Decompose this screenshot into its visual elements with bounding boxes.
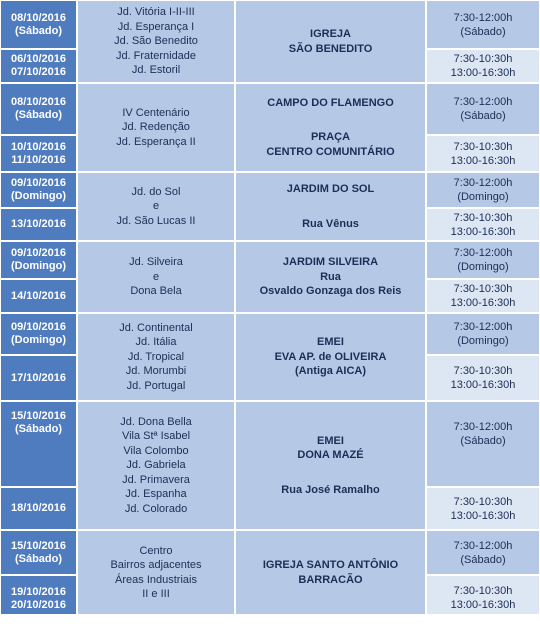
hours-text: 7:30-10:30h	[453, 140, 513, 153]
date-cell	[0, 241, 77, 279]
hours-text: 7:30-10:30h	[453, 211, 513, 224]
date-text: 07/10/2016	[10, 66, 67, 78]
hours-cell	[426, 279, 540, 313]
hours-cell	[426, 0, 540, 49]
weekday-text: (Sábado)	[14, 109, 63, 121]
weekday-text: (Sábado)	[460, 553, 506, 566]
hours-text: 7:30-12:00h	[453, 96, 513, 108]
neighborhoods-cell	[77, 172, 235, 241]
neighborhood-text: Vila Colombo	[123, 444, 189, 457]
neighborhood-text: Jd. Silveira	[129, 256, 183, 269]
hours-text: 7:30-12:00h	[453, 11, 513, 24]
neighborhood-text: Dona Bela	[130, 285, 182, 298]
hours-cell	[426, 208, 540, 241]
location-text: PRAÇA	[310, 131, 351, 144]
weekday-text: (Sábado)	[460, 25, 506, 38]
neighborhood-text: Jd. Espanha	[125, 488, 187, 501]
date-text: 08/10/2016	[10, 96, 67, 108]
hours-text: 7:30-12:00h	[453, 247, 513, 259]
location-cell	[235, 530, 426, 615]
weekday-text: (Sábado)	[14, 24, 63, 37]
neighborhood-text: Jd. Primavera	[122, 473, 190, 486]
date-cell	[0, 313, 77, 355]
hours-text: 7:30-12:00h	[453, 539, 513, 552]
date-cell	[0, 135, 77, 172]
location-text: EVA AP. de OLIVEIRA	[274, 350, 387, 363]
date-text: 09/10/2016	[10, 177, 67, 189]
date-cell	[0, 49, 77, 83]
location-text: JARDIM SILVEIRA	[282, 256, 379, 269]
location-text: BARRACÃO	[298, 573, 363, 586]
date-cell	[0, 0, 77, 49]
location-text: DONA MAZÉ	[297, 449, 364, 462]
location-cell	[235, 241, 426, 313]
date-cell	[0, 401, 77, 487]
hours-text: 13:00-16:30h	[450, 509, 516, 522]
neighborhoods-cell	[77, 401, 235, 530]
hours-cell	[426, 530, 540, 575]
location-text: SÃO BENEDITO	[288, 42, 373, 55]
date-text: 11/10/2016	[11, 153, 66, 166]
date-text: 08/10/2016	[10, 11, 67, 24]
neighborhood-text: Jd. Portugal	[126, 379, 186, 392]
hours-cell	[426, 83, 540, 135]
location-text: Rua José Ramalho	[281, 483, 380, 496]
date-text: 06/10/2016	[10, 53, 67, 65]
neighborhood-text: IV Centenário	[122, 106, 190, 119]
neighborhoods-cell	[77, 241, 235, 313]
neighborhood-text: Jd. Itália	[135, 336, 177, 349]
location-cell	[235, 83, 426, 172]
location-text: IGREJA	[310, 28, 351, 40]
neighborhood-text: e	[152, 200, 160, 213]
hours-text: 7:30-12:00h	[453, 421, 513, 433]
neighborhood-text: Jd. Gabriela	[126, 459, 186, 472]
weekday-text: (Domingo)	[457, 261, 509, 273]
hours-text: 13:00-16:30h	[450, 67, 516, 79]
date-text: 20/10/2016	[10, 599, 67, 611]
neighborhood-text: Jd. Vitória I-II-III	[117, 6, 195, 19]
weekday-text: (Domingo)	[11, 260, 66, 272]
neighborhood-text: Jd. Esperança I	[117, 20, 195, 33]
neighborhood-text: Centro	[139, 544, 173, 557]
location-text: Osvaldo Gonzaga dos Reis	[259, 285, 402, 298]
neighborhood-text: Jd. Tropical	[127, 350, 185, 363]
neighborhood-text: e	[152, 270, 160, 283]
date-text: 17/10/2016	[10, 371, 67, 384]
date-text: 15/10/2016	[10, 410, 67, 422]
date-cell	[0, 208, 77, 241]
date-text: 15/10/2016	[10, 539, 67, 552]
hours-cell	[426, 575, 540, 615]
neighborhoods-cell	[77, 313, 235, 401]
hours-text: 13:00-16:30h	[450, 599, 516, 611]
neighborhood-text: Áreas Industriais	[115, 573, 197, 586]
date-text: 09/10/2016	[10, 321, 67, 333]
location-text: CAMPO DO FLAMENGO	[267, 96, 394, 109]
location-text: EMEI	[317, 434, 344, 447]
neighborhood-text: Jd. Colorado	[124, 502, 188, 515]
neighborhood-text: Jd. São Lucas II	[116, 214, 196, 227]
hours-text: 7:30-10:30h	[453, 585, 513, 597]
weekday-text: (Sábado)	[460, 110, 506, 122]
weekday-text: (Domingo)	[457, 335, 509, 347]
neighborhoods-cell	[77, 83, 235, 172]
location-cell	[235, 172, 426, 241]
hours-cell	[426, 313, 540, 355]
location-text: Rua Vênus	[302, 217, 359, 230]
location-text: Rua	[320, 270, 341, 283]
location-cell	[235, 0, 426, 83]
location-text: JARDIM DO SOL	[286, 183, 375, 195]
hours-cell	[426, 172, 540, 208]
date-cell	[0, 83, 77, 135]
date-text: 14/10/2016	[10, 289, 67, 302]
weekday-text: (Domingo)	[457, 191, 509, 203]
hours-text: 7:30-10:30h	[453, 283, 513, 295]
location-cell	[235, 313, 426, 401]
weekday-text: (Domingo)	[11, 190, 66, 202]
weekday-text: (Domingo)	[11, 334, 66, 346]
hours-text: 7:30-12:00h	[453, 321, 513, 333]
neighborhood-text: Jd. Morumbi	[125, 365, 187, 378]
date-cell	[0, 487, 77, 530]
hours-cell	[426, 401, 540, 487]
hours-text: 7:30-12:00h	[453, 177, 513, 189]
neighborhood-text: Jd. Fraternidade	[115, 49, 197, 62]
neighborhood-text: Jd. Dona Bella	[120, 415, 192, 428]
neighborhoods-cell	[77, 0, 235, 83]
weekday-text: (Sábado)	[14, 552, 63, 565]
hours-text: 13:00-16:30h	[450, 297, 516, 309]
date-text: 09/10/2016	[10, 247, 67, 259]
date-cell	[0, 355, 77, 401]
location-cell	[235, 401, 426, 530]
neighborhood-text: Jd. Redenção	[122, 121, 190, 134]
hours-cell	[426, 487, 540, 530]
date-text: 19/10/2016	[10, 586, 67, 598]
neighborhood-text: Vila Stª Isabel	[121, 430, 191, 443]
neighborhood-text: Jd. Estoril	[131, 64, 181, 77]
hours-text: 7:30-10:30h	[453, 495, 513, 508]
neighborhood-text: II e III	[142, 588, 170, 600]
weekday-text: (Sábado)	[14, 423, 63, 435]
hours-cell	[426, 49, 540, 83]
date-cell	[0, 279, 77, 313]
date-cell	[0, 172, 77, 208]
hours-text: 13:00-16:30h	[450, 154, 516, 167]
neighborhoods-cell	[77, 530, 235, 615]
neighborhood-text: Jd. do Sol	[131, 185, 181, 198]
hours-text: 13:00-16:30h	[450, 225, 516, 238]
neighborhood-text: Bairros adjacentes	[110, 559, 202, 571]
location-text: (Antiga AICA)	[294, 365, 367, 378]
neighborhood-text: Jd. Continental	[119, 321, 193, 334]
date-text: 18/10/2016	[10, 502, 67, 514]
location-text: EMEI	[317, 336, 344, 349]
hours-cell	[426, 355, 540, 401]
hours-cell	[426, 241, 540, 279]
location-text: CENTRO COMUNITÁRIO	[266, 145, 395, 158]
hours-text: 7:30-10:30h	[453, 53, 513, 65]
date-cell	[0, 575, 77, 615]
date-text: 10/10/2016	[10, 140, 67, 153]
hours-text: 7:30-10:30h	[453, 365, 513, 377]
neighborhood-text: Jd. São Benedito	[114, 35, 198, 48]
location-text: IGREJA SANTO ANTÔNIO	[262, 559, 399, 571]
date-text: 13/10/2016	[10, 218, 67, 230]
hours-cell	[426, 135, 540, 172]
date-cell	[0, 530, 77, 575]
weekday-text: (Sábado)	[460, 435, 506, 447]
neighborhood-text: Jd. Esperança II	[116, 135, 196, 148]
hours-text: 13:00-16:30h	[450, 379, 516, 391]
